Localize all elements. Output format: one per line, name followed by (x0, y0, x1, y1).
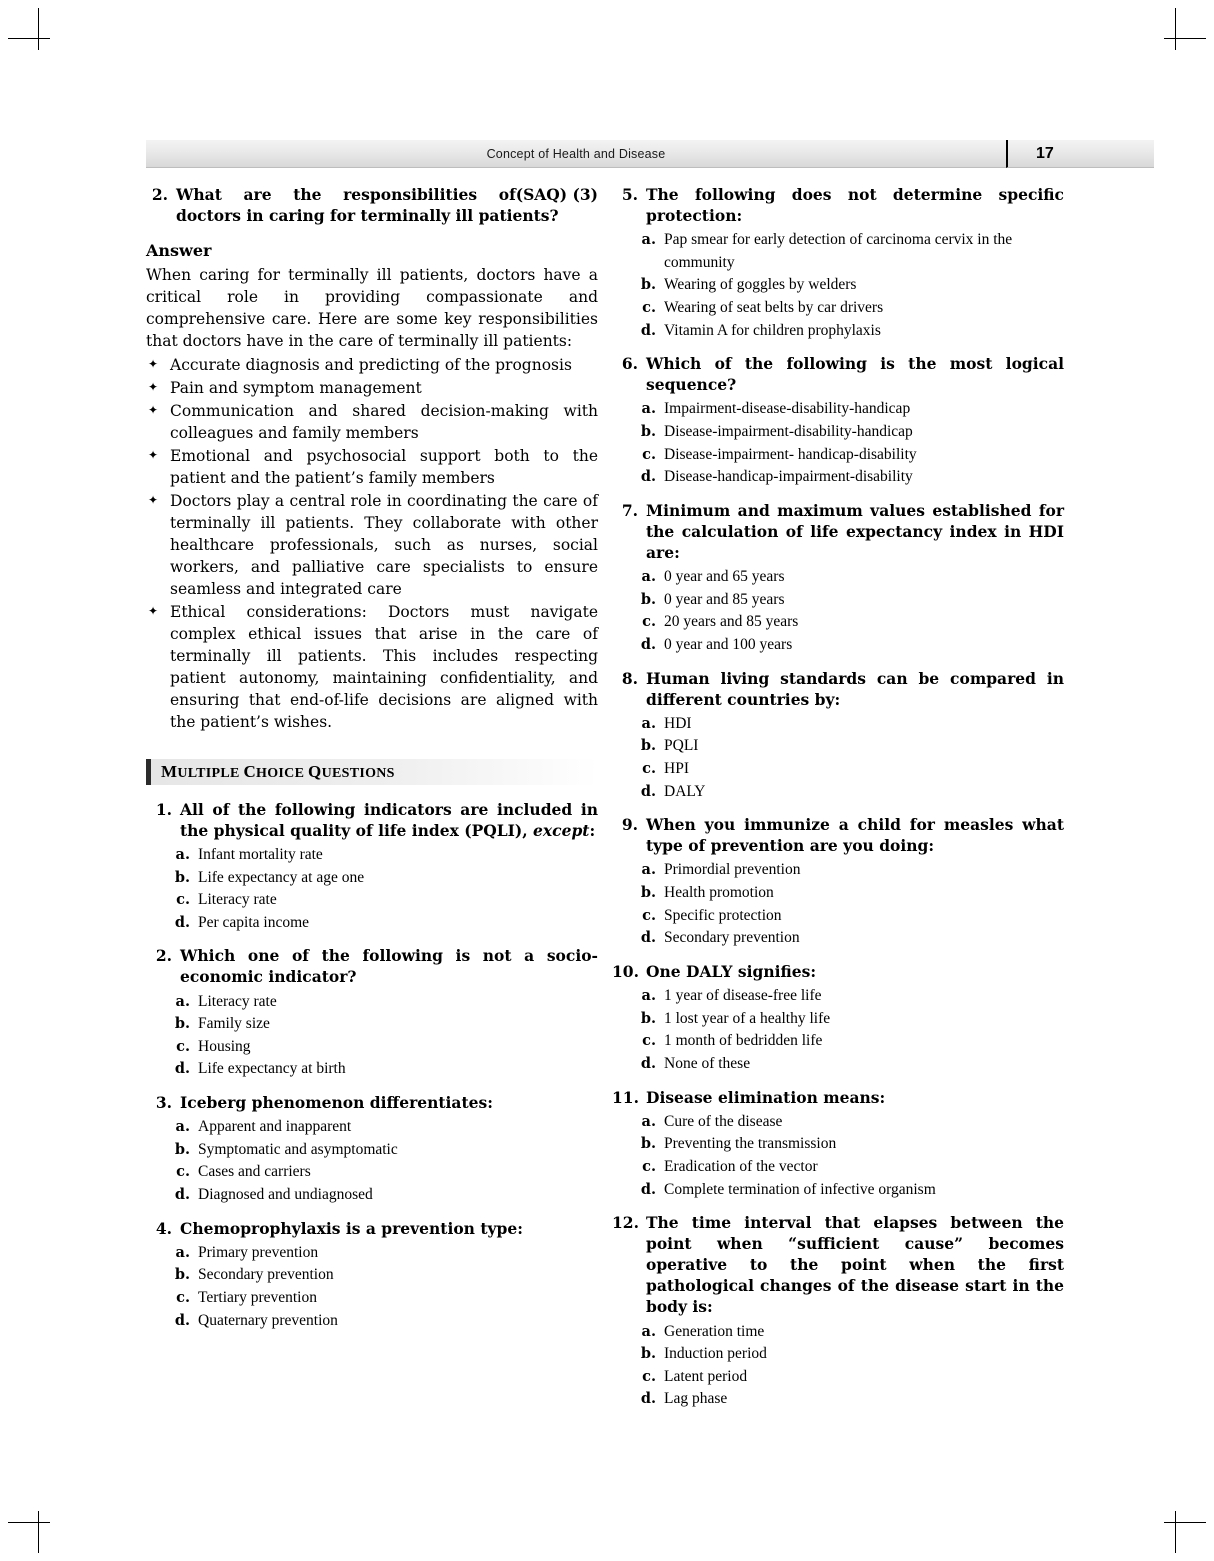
mcq-options (612, 859, 1064, 950)
mcq-question (612, 668, 1064, 710)
mcq-text: One DALY signifies: (646, 961, 817, 981)
mcq-option[interactable] (612, 1053, 1064, 1076)
option-label: a. (641, 861, 656, 879)
mcq-option[interactable] (612, 1321, 1064, 1344)
option-label: c. (642, 760, 656, 778)
mcq-option[interactable] (612, 566, 1064, 589)
list-item: ✦ Communication and shared decision-making with colleagues and family members (146, 400, 598, 444)
mcq-option[interactable] (146, 1116, 598, 1139)
saq-number: 2. (151, 185, 168, 204)
crop-mark (38, 1511, 39, 1553)
option-label: d. (174, 1060, 190, 1078)
option-text: Literacy rate (198, 891, 277, 909)
option-label: b. (174, 1015, 190, 1033)
mcq-text: Disease elimination means: (646, 1087, 886, 1107)
option-label: b. (640, 737, 656, 755)
crop-mark (1175, 8, 1176, 50)
option-text: 20 years and 85 years (664, 613, 799, 631)
mcq-option[interactable] (146, 889, 598, 912)
mcq-section-heading (146, 759, 598, 785)
mcq-option[interactable] (612, 297, 1064, 320)
option-label: a. (175, 845, 190, 863)
option-label: a. (641, 231, 656, 249)
mcq-option[interactable] (612, 1008, 1064, 1031)
running-title: Concept of Health and Disease (146, 140, 1006, 168)
mcq-section-label (161, 762, 395, 782)
mcq-rest-choice: HOICE (256, 765, 305, 781)
mcq-option[interactable] (146, 1310, 598, 1333)
mcq-item (612, 1212, 1064, 1411)
option-text: HDI (664, 714, 692, 732)
mcq-number: 10. (612, 961, 639, 981)
option-text: Per capita income (198, 913, 310, 931)
mcq-text: Which of the following is the most logical sequence? (646, 354, 1064, 395)
option-text: Secondary prevention (198, 1266, 334, 1284)
option-text: Disease-handicap-impairment-disability (664, 468, 913, 486)
option-label: a. (641, 714, 656, 732)
mcq-option[interactable] (146, 1287, 598, 1310)
mcq-number: 7. (621, 500, 638, 520)
option-text: Symptomatic and asymptomatic (198, 1140, 398, 1158)
option-text: Health promotion (664, 884, 774, 902)
mcq-text: The following does not determine specific protection: (646, 185, 1064, 226)
mcq-options (612, 1111, 1064, 1202)
option-text: Specific protection (664, 906, 782, 924)
mcq-item (612, 814, 1064, 950)
option-text: Latent period (664, 1367, 748, 1385)
option-label: d. (640, 468, 656, 486)
mcq-options (612, 229, 1064, 342)
left-column (146, 184, 598, 1343)
mcq-cap-c: C (243, 761, 257, 781)
option-text: Disease-impairment- handicap-disability (664, 445, 917, 463)
option-label: a. (641, 400, 656, 418)
option-text: DALY (664, 782, 706, 800)
mcq-option[interactable] (612, 320, 1064, 343)
right-column (612, 184, 1064, 1422)
option-text: Primordial prevention (664, 861, 801, 879)
list-item: ✦ Emotional and psychosocial support both to the patient and the patient’s family members (146, 445, 598, 489)
mcq-option[interactable] (146, 867, 598, 890)
option-text: Diagnosed and undiagnosed (198, 1186, 373, 1204)
saq-text (176, 184, 598, 227)
mcq-question (612, 500, 1064, 563)
option-label: c. (176, 1288, 190, 1306)
mcq-option[interactable] (146, 844, 598, 867)
option-label: a. (641, 568, 656, 586)
option-text: Cure of the disease (664, 1112, 783, 1130)
option-text: 1 lost year of a healthy life (664, 1009, 831, 1027)
option-text: Induction period (664, 1345, 767, 1363)
option-label: a. (175, 992, 190, 1010)
option-label: b. (640, 1009, 656, 1027)
option-label: d. (174, 1311, 190, 1329)
mcq-rest-questions: UESTIONS (321, 765, 395, 781)
option-label: d. (640, 1180, 656, 1198)
mcq-text: Minimum and maximum values established for the calculation of life expectancy index in HDI are: (646, 500, 1064, 563)
option-text: 0 year and 100 years (664, 636, 793, 654)
option-label: c. (176, 891, 190, 909)
mcq-number: 2. (155, 946, 172, 966)
option-text: Vitamin A for children prophylaxis (664, 321, 881, 339)
option-label: d. (640, 1054, 656, 1072)
option-text: 0 year and 65 years (664, 568, 785, 586)
option-text: HPI (664, 760, 689, 778)
mcq-question (146, 1092, 598, 1113)
option-label: b. (640, 423, 656, 441)
mcq-option[interactable] (612, 589, 1064, 612)
mcq-option[interactable] (612, 735, 1064, 758)
mcq-option[interactable] (146, 1013, 598, 1036)
mcq-item (612, 353, 1064, 489)
option-label: b. (640, 1135, 656, 1153)
mcq-text: When you immunize a child for measles what type of prevention are you doing: (646, 815, 1064, 856)
option-text: Pap smear for early detection of carcinoma cervix in the community (664, 231, 1013, 271)
mcq-option[interactable] (612, 927, 1064, 950)
mcq-number: 3. (155, 1093, 172, 1113)
mcq-text: Human living standards can be compared in different countries by: (646, 668, 1064, 709)
crop-mark (1175, 1511, 1176, 1553)
mcq-option[interactable] (612, 985, 1064, 1008)
option-text: Preventing the transmission (664, 1135, 837, 1153)
list-item: ✦ Doctors play a central role in coordinating the care of terminally ill patients. They collaborate with other healthcare professionals, such as nurses, social workers, and palliative care specialists to ensure seamless and integrated care (146, 490, 598, 600)
mcq-options (146, 1242, 598, 1333)
mcq-option[interactable] (612, 713, 1064, 736)
option-text: Generation time (664, 1322, 765, 1340)
mcq-item (612, 500, 1064, 657)
option-text: Impairment-disease-disability-handicap (664, 400, 911, 418)
mcq-option[interactable] (146, 1058, 598, 1081)
option-text: Infant mortality rate (198, 845, 323, 863)
answer-bullet-list (146, 354, 598, 733)
mcq-option[interactable] (612, 882, 1064, 905)
mcq-text: All of the following indicators are included in the physical quality of life index (PQLI), except: (180, 799, 598, 840)
mcq-options (612, 985, 1064, 1076)
mcq-question (612, 814, 1064, 856)
mcq-option[interactable] (146, 991, 598, 1014)
option-label: c. (642, 1367, 656, 1385)
mcq-options (146, 844, 598, 935)
page-number: 17 (1006, 140, 1154, 168)
saq-question (146, 184, 598, 227)
crop-mark (1164, 38, 1206, 39)
option-label: d. (640, 636, 656, 654)
mcq-rest-multiple: ULTIPLE (177, 765, 240, 781)
mcq-number: 11. (612, 1087, 639, 1107)
option-text: Wearing of goggles by welders (664, 276, 857, 294)
list-item: ✦ Ethical considerations: Doctors must navigate complex ethical issues that arise in the care of terminally ill patients. This includes respecting patient autonomy, maintaining confidentiality, and ensuring that end-of-life decisions are aligned with the patient’s wishes. (146, 601, 598, 733)
mcq-question (146, 945, 598, 987)
mcq-option[interactable] (612, 1343, 1064, 1366)
answer-intro: When caring for terminally ill patients, doctors have a critical role in providing compassionate and comprehensive care. Here are some key responsibilities that doctors have in the care of terminally ill patients: (146, 265, 598, 350)
option-text: Literacy rate (198, 992, 277, 1010)
mcq-option[interactable] (612, 859, 1064, 882)
list-item: ✦ Accurate diagnosis and predicting of the prognosis (146, 354, 598, 376)
option-label: c. (642, 1157, 656, 1175)
mcq-number: 6. (621, 354, 638, 374)
mcq-option[interactable] (612, 781, 1064, 804)
option-label: c. (642, 906, 656, 924)
mcq-option[interactable] (612, 229, 1064, 274)
mcq-number: 8. (621, 668, 638, 688)
list-item: ✦ Pain and symptom management (146, 377, 598, 399)
mcq-text: Iceberg phenomenon differentiates: (180, 1093, 493, 1113)
mcq-number: 9. (621, 815, 638, 835)
option-text: 1 year of disease-free life (664, 987, 822, 1005)
mcq-question (146, 799, 598, 841)
option-label: b. (174, 868, 190, 886)
option-text: Housing (198, 1037, 251, 1055)
mcq-item (612, 668, 1064, 804)
option-label: b. (640, 884, 656, 902)
option-text: Quaternary prevention (198, 1311, 338, 1329)
option-text: Secondary prevention (664, 929, 800, 947)
mcq-item (146, 1092, 598, 1207)
mcq-option[interactable] (146, 912, 598, 935)
option-text: Life expectancy at birth (198, 1060, 346, 1078)
option-text: Family size (198, 1015, 270, 1033)
mcq-option[interactable] (612, 1156, 1064, 1179)
option-label: c. (176, 1163, 190, 1181)
mcq-question (612, 1087, 1064, 1108)
mcq-item (146, 945, 598, 1081)
option-label: b. (640, 1345, 656, 1363)
mcq-option[interactable] (612, 611, 1064, 634)
mcq-question (612, 1212, 1064, 1317)
mcq-options (612, 713, 1064, 804)
mcq-number: 1. (155, 799, 172, 819)
mcq-option[interactable] (612, 1388, 1064, 1411)
mcq-option[interactable] (146, 1139, 598, 1162)
option-label: c. (176, 1037, 190, 1055)
mcq-option[interactable] (146, 1184, 598, 1207)
crop-mark (1164, 1522, 1206, 1523)
option-text: 0 year and 85 years (664, 590, 785, 608)
mcq-text: Which one of the following is not a socio-economic indicator? (180, 946, 598, 987)
option-text: Tertiary prevention (198, 1288, 317, 1306)
mcq-cap-m: M (161, 761, 178, 781)
option-label: c. (642, 1032, 656, 1050)
running-header (146, 140, 1154, 168)
mcq-item (612, 961, 1064, 1076)
mcq-option[interactable] (612, 634, 1064, 657)
option-text: Eradication of the vector (664, 1157, 818, 1175)
mcq-option[interactable] (146, 1036, 598, 1059)
option-text: Primary prevention (198, 1243, 319, 1261)
option-label: a. (175, 1118, 190, 1136)
mcq-number: 12. (612, 1213, 639, 1233)
mcq-item (612, 1087, 1064, 1202)
mcq-options (146, 991, 598, 1082)
mcq-option[interactable] (612, 1030, 1064, 1053)
mcq-question (612, 184, 1064, 226)
option-label: d. (640, 1390, 656, 1408)
mcq-option[interactable] (612, 274, 1064, 297)
saq-marks: (SAQ) (3) (515, 185, 598, 204)
mcq-item (612, 184, 1064, 342)
mcq-question (146, 1218, 598, 1239)
option-label: b. (174, 1140, 190, 1158)
option-label: a. (641, 1322, 656, 1340)
option-label: d. (640, 929, 656, 947)
option-text: Disease-impairment-disability-handicap (664, 423, 913, 441)
option-label: a. (641, 987, 656, 1005)
crop-mark (38, 8, 39, 50)
mcq-option[interactable] (612, 1133, 1064, 1156)
mcq-option[interactable] (612, 1366, 1064, 1389)
mcq-number: 4. (155, 1218, 172, 1238)
mcq-option[interactable] (146, 1264, 598, 1287)
option-label: d. (174, 1186, 190, 1204)
option-label: c. (642, 445, 656, 463)
mcq-options (612, 566, 1064, 657)
mcq-option[interactable] (146, 1242, 598, 1265)
mcq-options (146, 1116, 598, 1207)
mcq-question (612, 961, 1064, 982)
mcq-option[interactable] (612, 466, 1064, 489)
option-text: Wearing of seat belts by car drivers (664, 299, 884, 317)
mcq-number: 5. (621, 185, 638, 204)
crop-mark (8, 38, 50, 39)
mcq-option[interactable] (612, 1111, 1064, 1134)
option-text: Cases and carriers (198, 1163, 311, 1181)
mcq-cap-q: Q (308, 761, 322, 781)
option-label: b. (640, 276, 656, 294)
mcq-text: The time interval that elapses between the point when “sufficient cause” becomes operative to the point when the first pathological changes of the disease start in the body is: (646, 1213, 1064, 1317)
option-text: PQLI (664, 737, 699, 755)
option-label: a. (641, 1112, 656, 1130)
mcq-options (612, 398, 1064, 489)
option-label: c. (642, 613, 656, 631)
mcq-option[interactable] (612, 905, 1064, 928)
option-text: None of these (664, 1054, 751, 1072)
mcq-item (146, 799, 598, 935)
option-label: c. (642, 299, 656, 317)
mcq-option[interactable] (612, 1179, 1064, 1202)
mcq-option[interactable] (612, 398, 1064, 421)
option-text: Life expectancy at age one (198, 868, 365, 886)
option-label: d. (640, 321, 656, 339)
answer-label: Answer (146, 240, 212, 260)
mcq-options (612, 1321, 1064, 1412)
option-text: Lag phase (664, 1390, 728, 1408)
option-label: d. (174, 913, 190, 931)
mcq-text: Chemoprophylaxis is a prevention type: (180, 1218, 523, 1238)
option-label: b. (640, 590, 656, 608)
option-label: d. (640, 782, 656, 800)
mcq-option[interactable] (612, 444, 1064, 467)
option-text: Apparent and inapparent (198, 1118, 352, 1136)
option-text: Complete termination of infective organism (664, 1180, 936, 1198)
mcq-item (146, 1218, 598, 1333)
option-text: 1 month of bedridden life (664, 1032, 823, 1050)
saq-prompt: What are the responsibilities of doctors in caring for terminally ill patients? (176, 185, 559, 226)
mcq-option[interactable] (146, 1161, 598, 1184)
crop-mark (8, 1522, 50, 1523)
mcq-question (612, 353, 1064, 395)
mcq-option[interactable] (612, 421, 1064, 444)
option-label: a. (175, 1243, 190, 1261)
option-label: b. (174, 1266, 190, 1284)
mcq-option[interactable] (612, 758, 1064, 781)
